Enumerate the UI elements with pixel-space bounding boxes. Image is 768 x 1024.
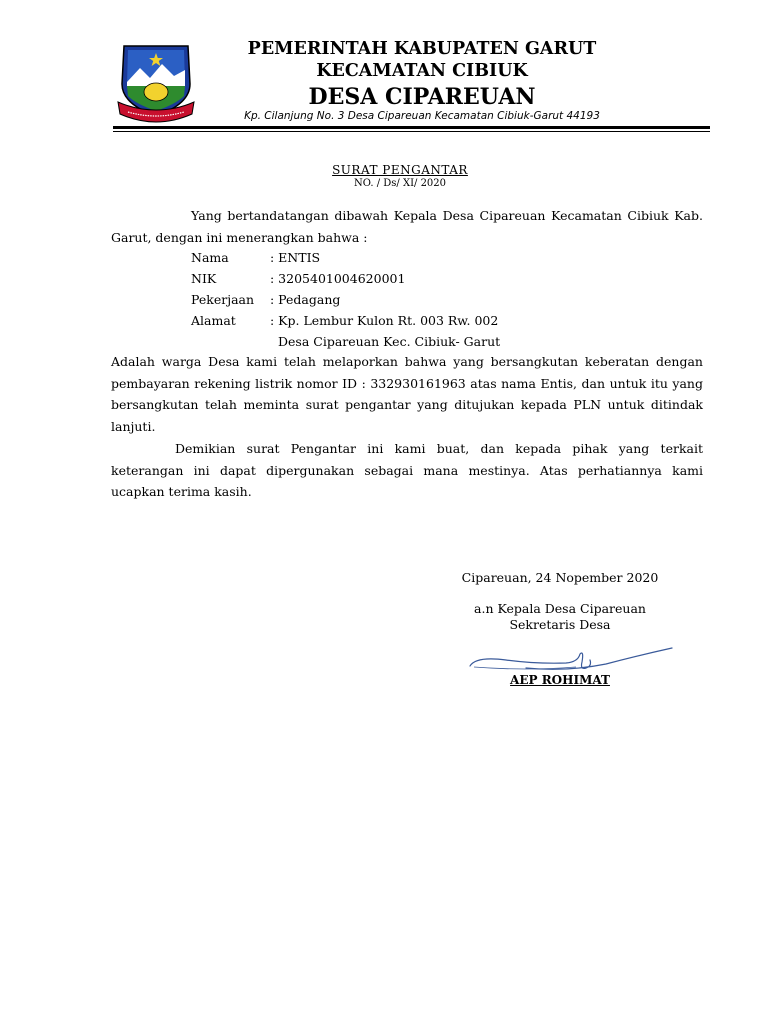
field-value-nama: : ENTIS xyxy=(270,250,321,265)
intro-paragraph: Yang bertandatangan dibawah Kepala Desa Cipareuan Kecamatan Cibiuk Kab. Garut, dengan ini menerangkan bahwa : xyxy=(111,208,703,245)
letter-number: NO. / Ds/ XI/ 2020 xyxy=(353,178,447,189)
field-value-nik: : 3205401004620001 xyxy=(270,271,406,286)
garut-emblem-logo xyxy=(116,40,196,124)
letterhead-government: PEMERINTAH KABUPATEN GARUT xyxy=(247,39,597,59)
field-label-nik: NIK xyxy=(191,271,217,286)
field-value-alamat-line2: Desa Cipareuan Kec. Cibiuk- Garut xyxy=(278,334,501,349)
field-value-pekerjaan: : Pedagang xyxy=(270,292,341,307)
field-label-alamat: Alamat xyxy=(191,313,236,328)
signatory-name xyxy=(460,673,660,687)
body-paragraph-2: Demikian surat Pengantar ini kami buat, dan kepada pihak yang terkait keterangan ini dapat dipergunakan sebagai mana mestinya. Atas perhatiannya kami ucapkan terima kasih. xyxy=(111,441,703,499)
body-paragraph-1: Adalah warga Desa kami telah melaporkan bahwa yang bersangkutan keberatan dengan pembayaran rekening listrik nomor ID : 332930161963 atas nama Entis, dan untuk itu yang bersangkutan telah meminta surat pengantar yang ditujukan kepada PLN untuk ditindak lanjuti. xyxy=(111,354,703,434)
field-label-nama: Nama xyxy=(191,250,229,265)
signature-place-date: Cipareuan, 24 Nopember 2020 xyxy=(461,570,659,585)
letterhead-district: KECAMATAN CIBIUK xyxy=(316,61,528,81)
letterhead-divider-thin xyxy=(113,131,710,132)
signatory-name-text: AEP ROHIMAT xyxy=(510,673,610,687)
letterhead-divider-thick xyxy=(113,126,710,129)
letterhead-address: Kp. Cilanjung No. 3 Desa Cipareuan Kecamatan Cibiuk-Garut 44193 xyxy=(244,110,600,122)
signature-position: Sekretaris Desa xyxy=(509,617,611,632)
letter-title: SURAT PENGANTAR xyxy=(332,163,468,177)
field-value-alamat: : Kp. Lembur Kulon Rt. 003 Rw. 002 xyxy=(270,313,499,328)
signature-on-behalf: a.n Kepala Desa Cipareuan xyxy=(474,601,646,616)
letterhead-village: DESA CIPAREUAN xyxy=(308,84,536,110)
field-label-pekerjaan: Pekerjaan xyxy=(191,292,255,307)
letterhead xyxy=(212,38,632,112)
